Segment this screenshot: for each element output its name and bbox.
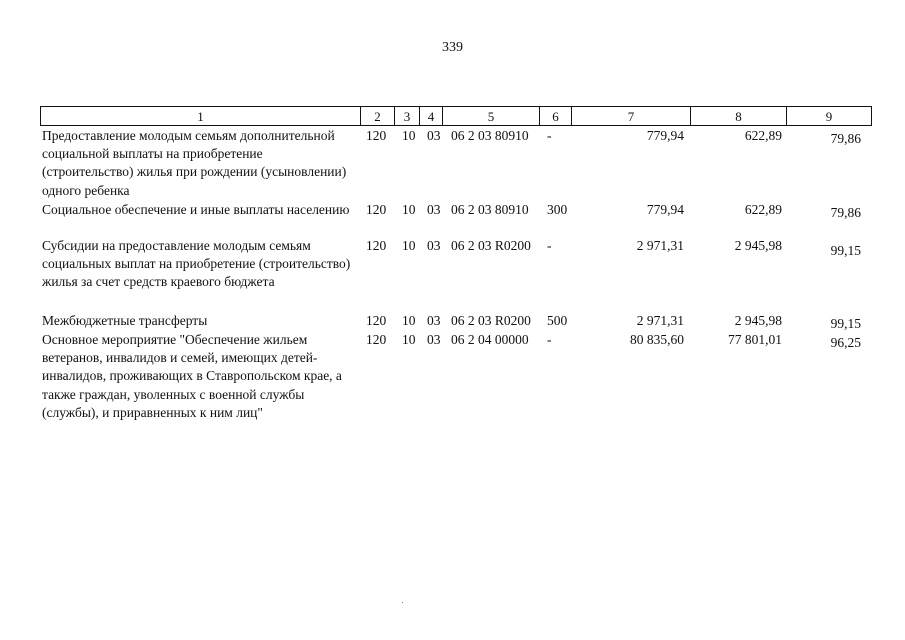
row-admin-code: 120: [366, 332, 387, 347]
row-plan-amount: 779,94: [646, 202, 684, 217]
row-expense-type: -: [547, 332, 552, 347]
column-header-5: 5: [443, 107, 540, 125]
row-admin-code: 120: [366, 202, 387, 217]
row-section: 10: [402, 128, 416, 143]
row-expense-type: -: [547, 238, 552, 253]
row-subsection: 03: [427, 202, 441, 217]
row-section: 10: [402, 202, 416, 217]
row-percent: 99,15: [830, 316, 861, 331]
column-header-7: 7: [572, 107, 691, 125]
row-actual-amount: 622,89: [744, 128, 782, 143]
column-header-6: 6: [540, 107, 572, 125]
row-actual-amount: 2 945,98: [734, 238, 782, 253]
row-plan-amount: 80 835,60: [630, 332, 684, 347]
row-admin-code: 120: [366, 238, 387, 253]
row-percent: 79,86: [830, 131, 861, 146]
row-target-article: 06 2 03 R0200: [451, 238, 531, 253]
row-percent: 96,25: [830, 335, 861, 350]
row-subsection: 03: [427, 313, 441, 328]
column-header-3: 3: [395, 107, 420, 125]
row-section: 10: [402, 332, 416, 347]
row-name: Межбюджетные трансферты: [42, 313, 208, 328]
column-header-1: 1: [41, 107, 361, 125]
row-section: 10: [402, 238, 416, 253]
row-expense-type: 500: [547, 313, 568, 328]
table-header: [40, 106, 872, 126]
row-admin-code: 120: [366, 313, 387, 328]
row-name: Социальное обеспечение и иные выплаты населению: [42, 202, 350, 217]
row-actual-amount: 77 801,01: [728, 332, 782, 347]
row-actual-amount: 622,89: [744, 202, 782, 217]
column-header-8: 8: [691, 107, 787, 125]
row-plan-amount: 2 971,31: [636, 238, 684, 253]
row-target-article: 06 2 03 R0200: [451, 313, 531, 328]
row-target-article: 06 2 03 80910: [451, 202, 529, 217]
row-section: 10: [402, 313, 416, 328]
row-plan-amount: 779,94: [646, 128, 684, 143]
row-subsection: 03: [427, 238, 441, 253]
column-header-2: 2: [361, 107, 395, 125]
row-expense-type: -: [547, 128, 552, 143]
row-expense-type: 300: [547, 202, 568, 217]
column-header-9: 9: [825, 109, 833, 124]
row-name: Основное мероприятие "Обеспечение жильем ветеранов, инвалидов и семей, имеющих детей-инвалидов, проживающих в Ставропольском крае, а также граждан, уволенных с военной службы (службы), и приравненных к ним лиц": [42, 332, 342, 420]
row-target-article: 06 2 04 00000: [451, 332, 529, 347]
row-name: Предоставление молодым семьям дополнительной социальной выплаты на приобретение (строительство) жилья при рождении (усыновлении) одного ребенка: [42, 128, 347, 198]
scan-speck: [402, 602, 403, 603]
page-number: 339: [442, 40, 463, 55]
row-admin-code: 120: [366, 128, 387, 143]
column-header-4: 4: [420, 107, 443, 125]
row-percent: 99,15: [830, 243, 861, 258]
row-subsection: 03: [427, 332, 441, 347]
row-percent: 79,86: [830, 205, 861, 220]
row-actual-amount: 2 945,98: [734, 313, 782, 328]
row-name: Субсидии на предоставление молодым семьям социальных выплат на приобретение (строительство) жилья за счет средств краевого бюджета: [42, 238, 351, 290]
row-subsection: 03: [427, 128, 441, 143]
row-target-article: 06 2 03 80910: [451, 128, 529, 143]
row-plan-amount: 2 971,31: [636, 313, 684, 328]
